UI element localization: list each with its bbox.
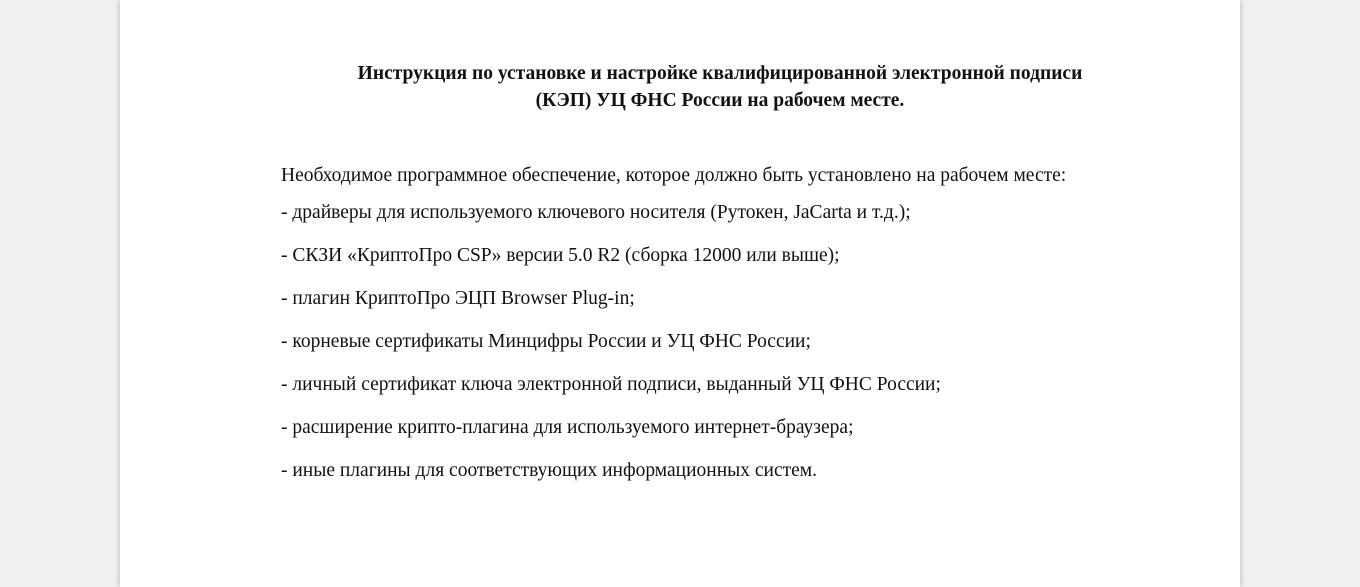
list-item: - СКЗИ «КриптоПро CSP» версии 5.0 R2 (сборка 12000 или выше); bbox=[281, 245, 840, 266]
list-item: - корневые сертификаты Минцифры России и УЦ ФНС России; bbox=[281, 331, 811, 352]
title-line-2: (КЭП) УЦ ФНС России на рабочем месте. bbox=[535, 90, 905, 111]
list-item: - плагин КриптоПро ЭЦП Browser Plug-in; bbox=[281, 288, 635, 309]
requirements-list bbox=[281, 199, 1159, 484]
intro-paragraph: Необходимое программное обеспечение, которое должно быть установлено на рабочем месте: bbox=[281, 165, 1067, 186]
document-page bbox=[120, 0, 1240, 587]
title-line-1: Инструкция по установке и настройке квалифицированной электронной подписи bbox=[357, 63, 1083, 84]
document-title bbox=[281, 60, 1159, 114]
list-item: - расширение крипто-плагина для используемого интернет-браузера; bbox=[281, 417, 854, 438]
list-item: - иные плагины для соответствующих информационных систем. bbox=[281, 460, 818, 481]
list-item: - личный сертификат ключа электронной подписи, выданный УЦ ФНС России; bbox=[281, 374, 941, 395]
page-content bbox=[281, 60, 1159, 500]
list-item: - драйверы для используемого ключевого носителя (Рутокен, JaCarta и т.д.); bbox=[281, 202, 911, 223]
